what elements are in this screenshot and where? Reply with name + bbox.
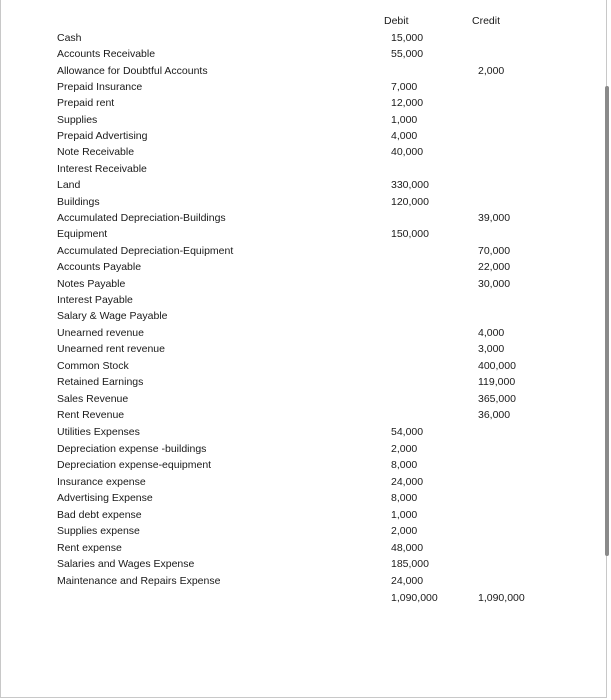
account-name: Supplies expense (57, 525, 140, 537)
table-row (1, 112, 601, 128)
table-row (1, 63, 601, 79)
account-name: Depreciation expense -buildings (57, 443, 207, 455)
debit-amount: 48,000 (391, 542, 424, 554)
totals-row (1, 590, 601, 606)
table-row (1, 391, 601, 407)
table-row (1, 161, 601, 177)
credit-amount: 39,000 (478, 212, 511, 224)
table-row (1, 243, 601, 259)
table-row (1, 441, 601, 457)
table-row (1, 177, 601, 193)
table-row (1, 292, 601, 308)
account-name: Accumulated Depreciation-Buildings (57, 212, 226, 224)
debit-amount: 1,000 (391, 509, 418, 521)
account-name: Accounts Payable (57, 261, 142, 273)
debit-amount: 8,000 (391, 459, 418, 471)
account-name: Depreciation expense-equipment (57, 459, 212, 471)
account-name: Rent Revenue (57, 409, 125, 421)
table-row (1, 308, 601, 324)
table-row (1, 341, 601, 357)
credit-amount: 3,000 (478, 343, 505, 355)
debit-amount: 4,000 (391, 130, 418, 142)
account-name: Notes Payable (57, 278, 126, 290)
table-row (1, 556, 601, 572)
credit-amount: 2,000 (478, 65, 505, 77)
debit-amount: 12,000 (391, 97, 424, 109)
debit-amount: 120,000 (391, 196, 429, 208)
account-name: Insurance expense (57, 476, 146, 488)
debit-amount: 55,000 (391, 48, 424, 60)
table-row (1, 374, 601, 390)
account-name: Prepaid Advertising (57, 130, 148, 142)
table-row (1, 194, 601, 210)
credit-amount: 22,000 (478, 261, 511, 273)
table-row (1, 573, 601, 589)
debit-amount: 24,000 (391, 575, 424, 587)
account-name: Supplies (57, 114, 98, 126)
vertical-scrollbar[interactable] (605, 86, 609, 556)
table-row (1, 457, 601, 473)
table-row (1, 259, 601, 275)
debit-amount: 24,000 (391, 476, 424, 488)
credit-amount: 70,000 (478, 245, 511, 257)
table-row (1, 95, 601, 111)
table-row (1, 210, 601, 226)
account-name: Land (57, 179, 81, 191)
debit-amount: 330,000 (391, 179, 429, 191)
table-row (1, 523, 601, 539)
account-name: Common Stock (57, 360, 129, 372)
table-row (1, 424, 601, 440)
debit-amount: 2,000 (391, 443, 418, 455)
account-name: Salaries and Wages Expense (57, 558, 195, 570)
table-row (1, 474, 601, 490)
account-name: Equipment (57, 228, 108, 240)
debit-amount: 15,000 (391, 32, 424, 44)
account-name: Buildings (57, 196, 100, 208)
table-row (1, 507, 601, 523)
debit-amount: 54,000 (391, 426, 424, 438)
table-row (1, 407, 601, 423)
credit-amount: 365,000 (478, 393, 516, 405)
account-name: Unearned rent revenue (57, 343, 165, 355)
table-row (1, 46, 601, 62)
debit-amount: 150,000 (391, 228, 429, 240)
account-name: Utilities Expenses (57, 426, 140, 438)
debit-amount: 185,000 (391, 558, 429, 570)
debit-amount: 2,000 (391, 525, 418, 537)
account-name: Salary & Wage Payable (57, 310, 168, 322)
table-row (1, 226, 601, 242)
debit-amount: 7,000 (391, 81, 418, 93)
account-name: Prepaid Insurance (57, 81, 143, 93)
account-name: Allowance for Doubtful Accounts (57, 65, 208, 77)
debit-amount: 40,000 (391, 146, 424, 158)
account-name: Sales Revenue (57, 393, 129, 405)
table-row (1, 30, 601, 46)
account-name: Prepaid rent (57, 97, 115, 109)
account-name: Accumulated Depreciation-Equipment (57, 245, 234, 257)
debit-amount: 1,000 (391, 114, 418, 126)
credit-amount: 36,000 (478, 409, 511, 421)
credit-amount: 4,000 (478, 327, 505, 339)
credit-amount: 400,000 (478, 360, 516, 372)
debit-column-header: Debit (384, 15, 409, 27)
table-row (1, 144, 601, 160)
account-name: Rent expense (57, 542, 122, 554)
account-name: Interest Receivable (57, 163, 147, 175)
credit-total: 1,090,000 (478, 592, 525, 604)
table-row (1, 540, 601, 556)
account-name: Advertising Expense (57, 492, 153, 504)
account-name: Note Receivable (57, 146, 135, 158)
account-name: Interest Payable (57, 294, 133, 306)
credit-amount: 119,000 (478, 376, 516, 388)
table-row (1, 325, 601, 341)
account-name: Cash (57, 32, 82, 44)
credit-amount: 30,000 (478, 278, 511, 290)
table-row (1, 276, 601, 292)
debit-amount: 8,000 (391, 492, 418, 504)
table-row (1, 358, 601, 374)
account-name: Retained Earnings (57, 376, 144, 388)
account-name: Unearned revenue (57, 327, 144, 339)
account-name: Bad debt expense (57, 509, 142, 521)
account-name: Maintenance and Repairs Expense (57, 575, 221, 587)
table-row (1, 79, 601, 95)
credit-column-header: Credit (472, 15, 501, 27)
account-name: Accounts Receivable (57, 48, 156, 60)
debit-total: 1,090,000 (391, 592, 438, 604)
table-row (1, 128, 601, 144)
table-row (1, 490, 601, 506)
